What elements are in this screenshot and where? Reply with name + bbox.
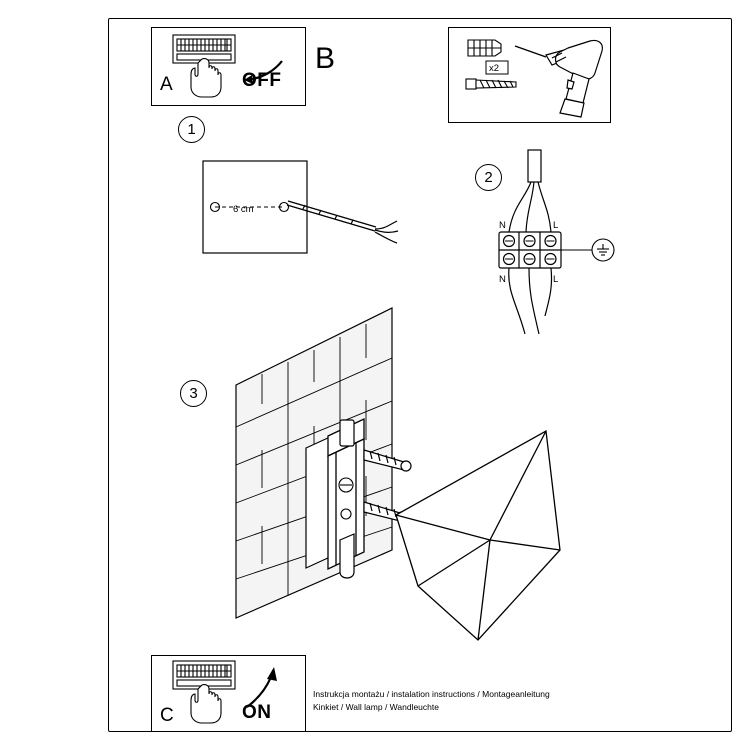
step-1-illustration bbox=[195, 155, 415, 270]
step-3-illustration bbox=[228, 300, 588, 655]
svg-text:L: L bbox=[553, 220, 559, 231]
step-c-label-on: ON bbox=[242, 702, 272, 723]
footer-line-2: Kinkiet / Wall lamp / Wandleuchte bbox=[313, 702, 439, 712]
step-b-illustration bbox=[448, 27, 611, 123]
svg-text:6 cm: 6 cm bbox=[233, 204, 254, 215]
step-1-number: 1 bbox=[178, 116, 205, 143]
step-3-number: 3 bbox=[180, 380, 207, 407]
svg-text:N: N bbox=[499, 220, 506, 231]
svg-text:L: L bbox=[553, 274, 559, 285]
footer-caption bbox=[313, 688, 550, 714]
step-2-number: 2 bbox=[475, 164, 502, 191]
step-a-letter: A bbox=[160, 74, 173, 95]
footer-line-1: Instrukcja montażu / instalation instructions / Montageanleitung bbox=[313, 689, 550, 699]
svg-text:x2: x2 bbox=[489, 63, 500, 74]
step-a-label-off: OFF bbox=[242, 70, 282, 91]
step-b-letter: B bbox=[315, 42, 336, 75]
step-a-illustration bbox=[151, 27, 306, 106]
step-c-illustration bbox=[151, 655, 306, 732]
svg-text:N: N bbox=[499, 274, 506, 285]
step-c-letter: C bbox=[160, 705, 174, 726]
